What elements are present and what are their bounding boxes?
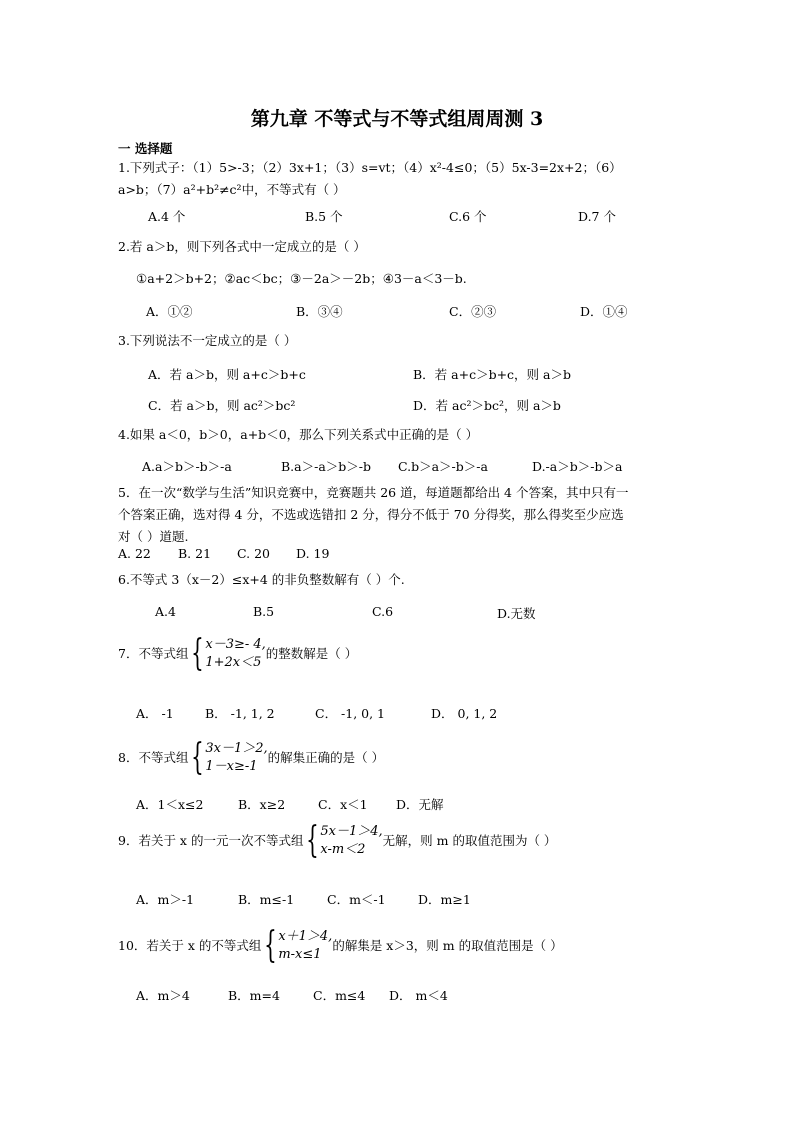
q9-option-c: C．m＜-1 xyxy=(327,892,386,907)
q1-option-b: B.5 个 xyxy=(305,209,343,224)
q4-option-c: C.b＞a＞-b＞-a xyxy=(398,459,488,474)
q4-option-d: D.-a＞b＞-b＞a xyxy=(532,459,623,474)
system-9-line-1: 5x－1＞4, xyxy=(320,824,383,839)
q5-option-c: C. 20 xyxy=(237,546,270,561)
left-brace-icon: { xyxy=(191,737,205,778)
question-7-prefix: 7．不等式组 xyxy=(118,646,189,661)
question-9-suffix: 无解，则 m 的取值范围为（ ） xyxy=(382,833,557,848)
question-4-stem: 4.如果 a＜0，b＞0，a+b＜0，那么下列关系式中正确的是（ ） xyxy=(118,427,479,442)
question-1-line-1: 1.下列式子：（1）5>-3；（2）3x+1；（3）s=vt；（4）x²-4≤0；（5）5x-3=2x+2；（6） xyxy=(118,160,622,175)
q7-option-c: C． -1, 0, 1 xyxy=(315,706,386,721)
question-9-stem xyxy=(118,820,557,861)
q10-option-c: C．m≤4 xyxy=(313,988,366,1003)
question-8-stem xyxy=(118,737,385,778)
q8-option-d: D．无解 xyxy=(396,797,444,812)
q1-option-c: C.6 个 xyxy=(449,209,487,224)
question-5-line-1: 5．在一次“数学与生活”知识竞赛中，竞赛题共 26 道，每道题都给出 4 个答案，其中只有一 xyxy=(118,485,629,500)
left-brace-icon: { xyxy=(264,925,278,966)
inequality-system-10 xyxy=(278,928,332,964)
question-6-stem: 6.不等式 3（x－2）≤x+4 的非负整数解有（ ）个. xyxy=(118,572,405,587)
q7-option-b: B． -1, 1, 2 xyxy=(205,706,275,721)
q4-option-b: B.a＞-a＞b＞-b xyxy=(281,459,372,474)
q10-option-b: B．m=4 xyxy=(228,988,280,1003)
question-7-stem xyxy=(118,633,358,674)
question-8-suffix: 的解集正确的是（ ） xyxy=(267,750,385,765)
q1-option-d: D.7 个 xyxy=(578,209,616,224)
section-heading: 一 选择题 xyxy=(118,141,173,156)
q6-option-c: C.6 xyxy=(372,604,394,619)
question-1-line-2: a>b；（7）a²+b²≠c²中，不等式有（ ） xyxy=(118,182,346,197)
q5-option-a: A. 22 xyxy=(118,546,151,561)
question-9-prefix: 9．若关于 x 的一元一次不等式组 xyxy=(118,833,304,848)
system-10-line-2: m-x≤1 xyxy=(278,947,322,962)
q8-option-a: A．1＜x≤2 xyxy=(136,797,204,812)
q9-option-a: A．m＞-1 xyxy=(136,892,195,907)
q3-option-c: C．若 a＞b，则 ac²＞bc² xyxy=(148,398,296,413)
question-10-suffix: 的解集是 x＞3，则 m 的取值范围是（ ） xyxy=(332,938,563,953)
question-5-line-3: 对（ ）道题. xyxy=(118,529,189,544)
q7-option-d: D． 0, 1, 2 xyxy=(431,706,498,721)
inequality-system-7 xyxy=(205,636,265,672)
question-10-prefix: 10．若关于 x 的不等式组 xyxy=(118,938,262,953)
q4-option-a: A.a＞b＞-b＞-a xyxy=(142,459,232,474)
question-10-stem xyxy=(118,925,563,966)
question-5-line-2: 个答案正确，选对得 4 分，不选或选错扣 2 分，得分不低于 70 分得奖，那么得奖至少应选 xyxy=(118,507,624,522)
q3-option-a: A．若 a＞b，则 a+c＞b+c xyxy=(148,367,306,382)
left-brace-icon: { xyxy=(191,633,205,674)
q7-option-a: A． -1 xyxy=(136,706,174,721)
q5-option-b: B. 21 xyxy=(178,546,212,561)
system-10-line-1: x＋1＞4, xyxy=(278,929,333,944)
q10-option-a: A．m＞4 xyxy=(136,988,190,1003)
system-8-line-1: 3x－1＞2, xyxy=(205,741,268,756)
question-2-items: ①a+2＞b+2；②ac＜bc；③－2a＞－2b；④3－a＜3－b. xyxy=(136,271,467,286)
inequality-system-8 xyxy=(205,740,267,776)
q2-option-b: B．③④ xyxy=(296,304,343,319)
system-7-line-1: x－3≥- 4, xyxy=(205,637,266,652)
q2-option-c: C．②③ xyxy=(449,304,497,319)
system-8-line-2: 1－x≥-1 xyxy=(205,759,258,774)
q10-option-d: D． m＜4 xyxy=(389,988,448,1003)
q6-option-b: B.5 xyxy=(253,604,275,619)
q2-option-a: A．①② xyxy=(146,304,193,319)
system-9-line-2: x-m＜2 xyxy=(320,842,366,857)
q1-option-a: A.4 个 xyxy=(148,209,186,224)
question-2-stem: 2.若 a＞b，则下列各式中一定成立的是（ ） xyxy=(118,239,366,254)
q9-option-b: B．m≤-1 xyxy=(238,892,295,907)
q8-option-b: B．x≥2 xyxy=(238,797,286,812)
question-7-suffix: 的整数解是（ ） xyxy=(265,646,358,661)
q3-option-d: D．若 ac²＞bc²，则 a＞b xyxy=(413,398,561,413)
question-8-prefix: 8．不等式组 xyxy=(118,750,189,765)
q5-option-d: D. 19 xyxy=(296,546,330,561)
inequality-system-9 xyxy=(320,823,382,859)
q9-option-d: D．m≥1 xyxy=(418,892,471,907)
q8-option-c: C．x＜1 xyxy=(318,797,368,812)
system-7-line-2: 1+2x＜5 xyxy=(205,655,262,670)
q6-option-a: A.4 xyxy=(155,604,176,619)
page-title: 第九章 不等式与不等式组周周测 3 xyxy=(250,108,544,130)
q3-option-b: B．若 a+c＞b+c，则 a＞b xyxy=(413,367,571,382)
question-3-stem: 3.下列说法不一定成立的是（ ） xyxy=(118,333,297,348)
q2-option-d: D．①④ xyxy=(580,304,628,319)
left-brace-icon: { xyxy=(306,820,320,861)
q6-option-d: D.无数 xyxy=(497,606,536,621)
